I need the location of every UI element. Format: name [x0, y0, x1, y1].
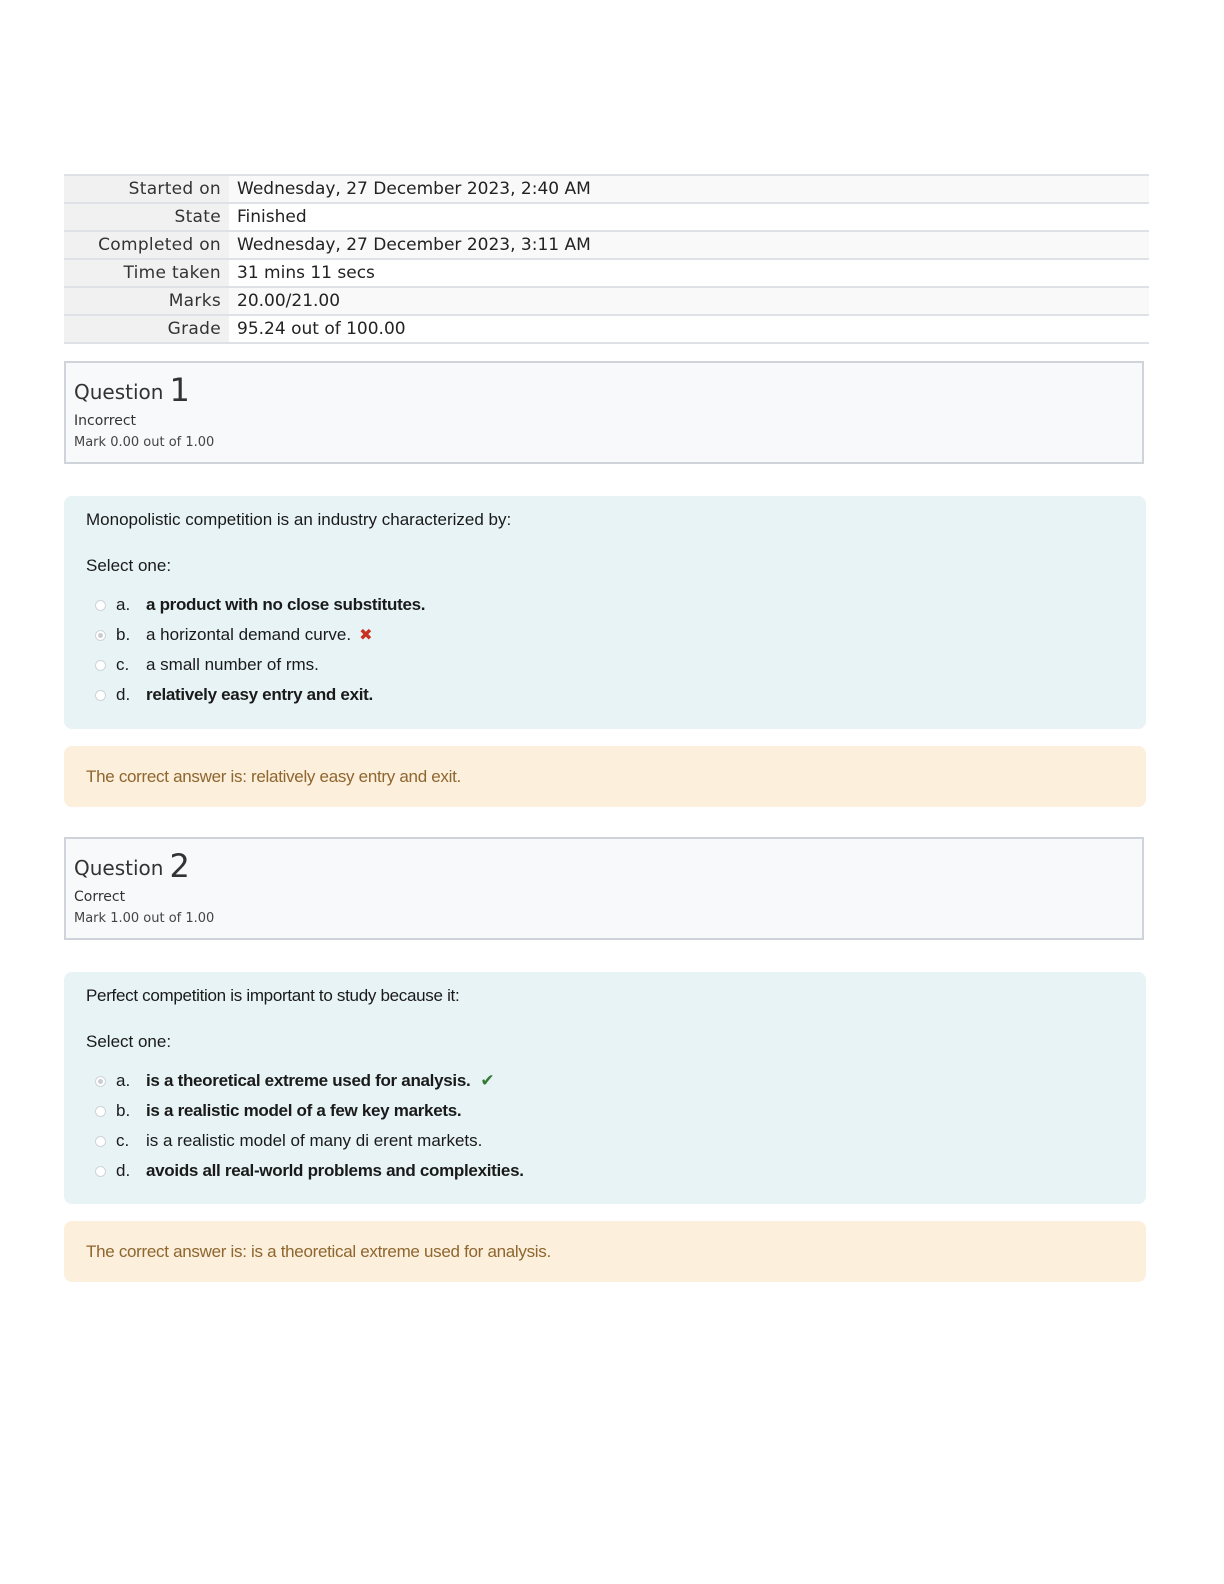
- summary-value: Wednesday, 27 December 2023, 3:11 AM: [229, 231, 1149, 259]
- answer-letter: b.: [116, 625, 131, 644]
- summary-value: 20.00/21.00: [229, 287, 1149, 315]
- question-2-info: [64, 837, 1144, 940]
- summary-row-completed: [64, 231, 1149, 259]
- select-one-label: Select one:: [86, 556, 172, 575]
- answer-letter: c.: [116, 655, 130, 674]
- question-number: [74, 371, 1134, 411]
- radio-button[interactable]: [95, 690, 106, 701]
- quiz-summary-table: [64, 174, 1149, 344]
- answer-letter: d.: [116, 685, 131, 704]
- radio-button-selected[interactable]: [95, 1076, 106, 1087]
- question-1-feedback: The correct answer is: relatively easy entry and exit.: [64, 746, 1146, 807]
- summary-label: Started on: [64, 175, 229, 203]
- answer-option-b[interactable]: [86, 1096, 1124, 1126]
- summary-row-state: [64, 203, 1149, 231]
- question-label: Question: [74, 380, 164, 404]
- answer-text: is a realistic model of many di erent markets.: [146, 1131, 483, 1150]
- answer-option-d[interactable]: [86, 680, 1124, 710]
- radio-button[interactable]: [95, 660, 106, 671]
- answer-option-c[interactable]: [86, 1126, 1124, 1156]
- question-state: Incorrect: [74, 413, 137, 429]
- question-number: [74, 847, 1134, 887]
- answer-option-c[interactable]: [86, 650, 1124, 680]
- radio-button[interactable]: [95, 600, 106, 611]
- summary-value: 95.24 out of 100.00: [229, 315, 1149, 343]
- question-label: Question: [74, 856, 164, 880]
- answer-text: a horizontal demand curve.: [146, 625, 352, 644]
- answer-option-d[interactable]: [86, 1156, 1124, 1186]
- answer-list: [86, 1066, 1124, 1186]
- question-prompt: Monopolistic competition is an industry characterized by:: [86, 510, 512, 529]
- radio-button[interactable]: [95, 1106, 106, 1117]
- answer-text: a small number of rms.: [146, 655, 319, 674]
- summary-row-marks: [64, 287, 1149, 315]
- summary-label: Time taken: [64, 259, 229, 287]
- answer-text: is a realistic model of a few key markets.: [146, 1101, 462, 1120]
- answer-letter: b.: [116, 1101, 131, 1120]
- question-2-content: [64, 972, 1146, 1204]
- answer-list: [86, 590, 1124, 710]
- radio-button-selected[interactable]: [95, 630, 106, 641]
- question-number-value: 1: [169, 371, 190, 409]
- question-2-feedback: The correct answer is: is a theoretical extreme used for analysis.: [64, 1221, 1146, 1282]
- answer-letter: c.: [116, 1131, 130, 1150]
- radio-button[interactable]: [95, 1166, 106, 1177]
- summary-value: Finished: [229, 203, 1149, 231]
- question-1-info: [64, 361, 1144, 464]
- answer-option-b[interactable]: [86, 620, 1124, 650]
- answer-text: relatively easy entry and exit.: [146, 685, 373, 704]
- question-number-value: 2: [169, 847, 190, 885]
- answer-text: is a theoretical extreme used for analysis.: [146, 1071, 471, 1090]
- answer-letter: a.: [116, 1071, 131, 1090]
- radio-button[interactable]: [95, 1136, 106, 1147]
- summary-row-time-taken: [64, 259, 1149, 287]
- select-one-label: Select one:: [86, 1032, 172, 1051]
- correct-check-icon: ✔: [480, 1071, 495, 1090]
- summary-row-grade: [64, 315, 1149, 343]
- question-1-content: [64, 496, 1146, 729]
- summary-row-started: [64, 175, 1149, 203]
- answer-text: avoids all real-world problems and complexities.: [146, 1161, 524, 1180]
- summary-value: 31 mins 11 secs: [229, 259, 1149, 287]
- answer-option-a[interactable]: [86, 590, 1124, 620]
- summary-label: Grade: [64, 315, 229, 343]
- answer-letter: a.: [116, 595, 131, 614]
- question-state: Correct: [74, 889, 126, 905]
- answer-option-a[interactable]: [86, 1066, 1124, 1096]
- question-mark: Mark 0.00 out of 1.00: [74, 435, 215, 450]
- summary-label: State: [64, 203, 229, 231]
- summary-label: Marks: [64, 287, 229, 315]
- summary-label: Completed on: [64, 231, 229, 259]
- answer-letter: d.: [116, 1161, 131, 1180]
- question-mark: Mark 1.00 out of 1.00: [74, 911, 215, 926]
- question-prompt: Perfect competition is important to study because it:: [86, 986, 460, 1005]
- incorrect-icon: ✖: [359, 627, 373, 644]
- answer-text: a product with no close substitutes.: [146, 595, 426, 614]
- summary-value: Wednesday, 27 December 2023, 2:40 AM: [229, 175, 1149, 203]
